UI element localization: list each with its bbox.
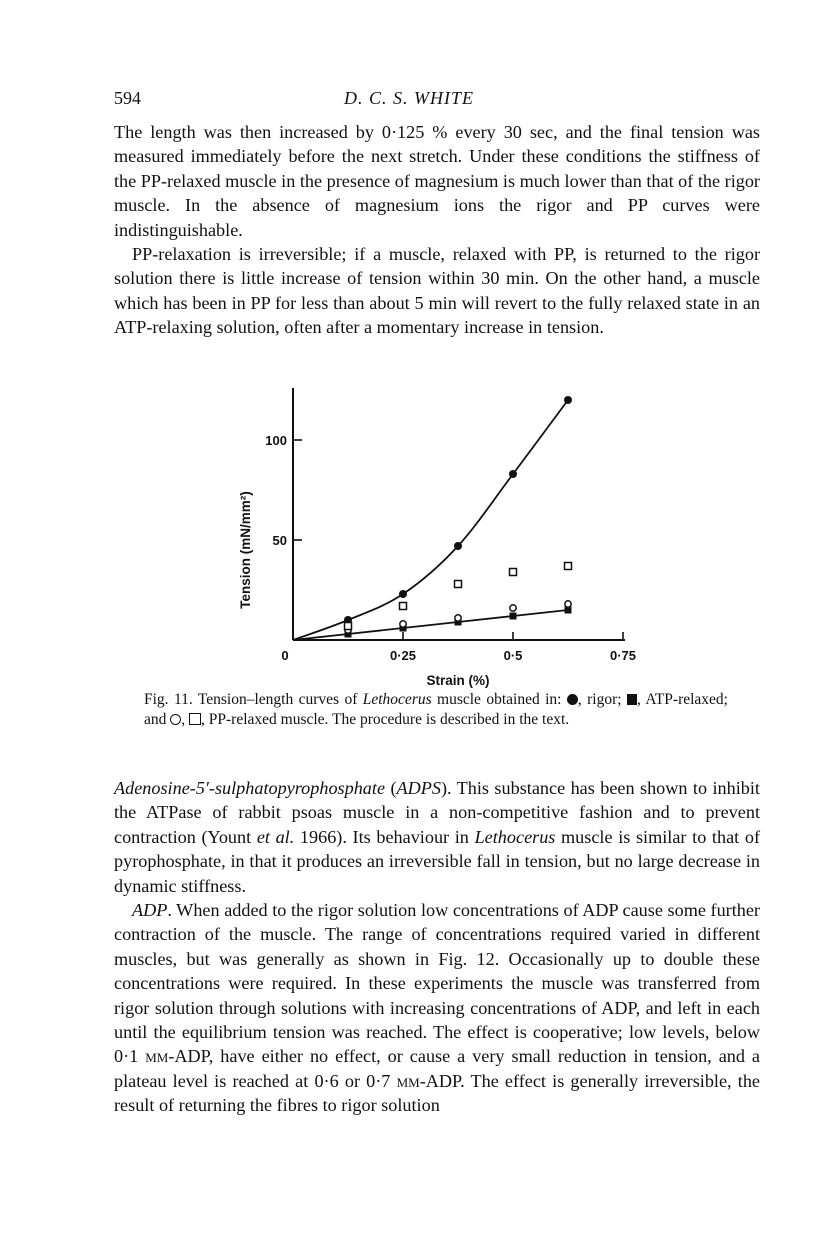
paragraph-3-text-1: . This substance has been shown to inhibit the ATPase of rabbit psoas muscle in a non-competitive fashion and to prevent contraction (Yount: [114, 778, 760, 847]
paragraph-4-text-1: . When added to the rigor solution low concentrations of ADP cause some further contraction of the muscle. The range of concentrations required varied in different muscles, but was generally as shown in Fig. 12. Occasionally up to double these concentrations were required. In these experiments the muscle was transferred from rigor solution through solutions with increasing concentrations of ADP, and left in each until the equilibrium tension was reached. The effect is cooperative; low levels, below 0·1: [114, 900, 760, 1067]
paragraph-1: The length was then increased by 0·125 % every 30 sec, and the final tension was measured immediately before the next stretch. Under these conditions the stiffness of the PP-relaxed muscle in the presence of magnesium is much lower than that of the rigor muscle. In the absence of magnesium ions the rigor and PP curves were indistinguishable.: [114, 122, 760, 240]
pp-relaxed-square-point: [455, 581, 462, 588]
caption-sep: ,: [181, 710, 190, 728]
caption-atp: , ATP-relaxed; and: [144, 691, 728, 728]
paragraph-4-unit-1: mm: [145, 1046, 169, 1067]
caption-rigor: , rigor;: [577, 691, 622, 708]
paragraph-3-abbr: ADPS: [396, 778, 441, 798]
pp-relaxed-square-point: [400, 603, 407, 610]
y-tick-label: 50: [272, 533, 287, 548]
x-axis-label: Strain (%): [426, 673, 490, 688]
paragraph-4-text-3: -ADP. The effect is generally irreversible, the result of returning the fibres to rigor solution: [114, 1070, 760, 1116]
filled-square-symbol-icon: [627, 694, 637, 705]
x-tick-label: 0·25: [389, 648, 417, 663]
paragraph-3-etal: et al.: [256, 826, 295, 847]
pp-relaxed-square-point: [345, 623, 352, 630]
caption-pp: , PP-relaxed muscle. The procedure is described in the text.: [201, 710, 570, 728]
paragraph-2-text: PP-relaxation is irreversible; if a muscle, relaxed with PP, is returned to the rigor solution there is little increase of tension within 30 min. On the other hand, a muscle which has been in PP for less than about 5 min will revert to the fully relaxed state in an ATP-relaxing solution, often after a momentary increase in tension.: [114, 244, 760, 338]
rigor-point: [564, 396, 572, 404]
rigor-point: [509, 470, 517, 478]
caption-text-2: muscle obtained in:: [431, 691, 567, 708]
pp-relaxed-circle-point: [400, 621, 406, 627]
y-tick-label: 100: [265, 433, 287, 448]
paragraph-3-genus: Lethocerus: [474, 826, 556, 847]
paragraph-4-title: ADP: [132, 900, 168, 920]
atp-relaxed-point: [510, 613, 517, 620]
caption-label: Fig. 11.: [144, 691, 193, 708]
caption-genus: Lethocerus: [362, 691, 432, 708]
tension-length-chart: [230, 380, 650, 688]
y-axis-label: Tension (mN/mm²): [238, 491, 253, 609]
page-header: [114, 88, 704, 112]
filled-circle-symbol-icon: [567, 694, 578, 705]
pp-relaxed-square-point: [510, 569, 517, 576]
pp-relaxed-square-point: [565, 563, 572, 570]
page-number: 594: [114, 88, 141, 108]
paragraph-4: [114, 898, 760, 1118]
paragraph-3-text-3: muscle is similar to that of pyrophosphate, in that it produces an irreversible fall in tension, but no large decrease in dynamic stiffness.: [114, 826, 760, 896]
x-tick-label: 0: [281, 648, 289, 663]
paragraph-3-text-2: 1966). Its behaviour in: [294, 826, 475, 847]
pp-relaxed-circle-point: [455, 615, 461, 621]
x-tick-label: 0·5: [503, 648, 523, 663]
figure-caption: [144, 690, 728, 729]
series-0-line: [293, 400, 568, 640]
paragraph-4-text-2: -ADP, have either no effect, or cause a very small reduction in tension, and a plateau level is reached at 0·6 or 0·7: [114, 1046, 760, 1091]
rigor-point: [399, 590, 407, 598]
paragraph-4-unit-2: mm: [396, 1070, 420, 1091]
x-tick-label: 0·75: [609, 648, 637, 663]
paragraph-3-title: Adenosine-5′-sulphatopyrophosphate: [114, 778, 386, 798]
paragraph-2: [114, 242, 760, 340]
open-square-symbol-icon: [189, 713, 201, 725]
figure-11: [230, 380, 650, 688]
rigor-point: [454, 542, 462, 550]
paragraph-3: Adenosine-5′-sulphatopyrophosphate (ADPS). This substance has been shown to inhibit the ATPase of rabbit psoas muscle in a non-competitive fashion and to prevent contraction (Yount et al. 1966). Its behaviour in Lethocerus muscle is similar to that of pyrophosphate, in that it produces an irreversible fall in tension, but no large decrease in dynamic stiffness.: [114, 778, 760, 896]
running-head: D. C. S. WHITE: [344, 88, 474, 108]
pp-relaxed-circle-point: [510, 605, 516, 611]
caption-text-1: Tension–length curves of: [192, 691, 363, 708]
pp-relaxed-circle-point: [565, 601, 571, 607]
open-circle-symbol-icon: [170, 714, 181, 725]
